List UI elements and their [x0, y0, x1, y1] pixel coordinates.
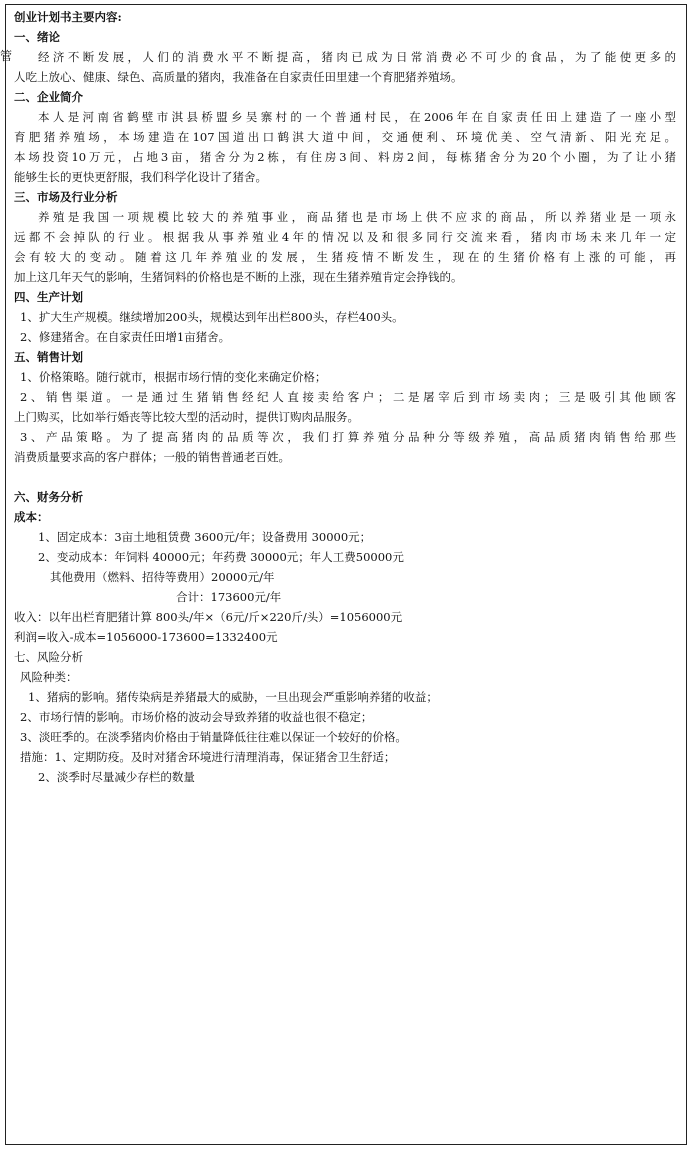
- paragraph-line: 消费质量要求高的客户群体；一般的销售普通老百姓。: [14, 450, 290, 464]
- paragraph-line: 本场投资10万元，占地3亩，猪舍分为2栋，有住房3间、料房2间，每栋猪舍分为20个小圈，为了让小猪: [14, 150, 676, 164]
- profit-line: 利润=收入-成本=1056000-173600=1332400元: [14, 630, 278, 644]
- section-heading-sales: 五、销售计划: [14, 350, 83, 364]
- list-item: 2、市场行情的影响。市场价格的波动会导致养猪的收益也很不稳定；: [20, 710, 373, 724]
- list-item: 1、价格策略。随行就市，根据市场行情的变化来确定价格；: [20, 370, 327, 384]
- section-heading-introduction: 一、绪论: [14, 30, 60, 44]
- list-item: 2、修建猪舍。在自家责任田增1亩猪舍。: [20, 330, 231, 344]
- risk-types-label: 风险种类：: [20, 670, 78, 684]
- list-item: 3、淡旺季的。在淡季猪肉价格由于销量降低往往难以保证一个较好的价格。: [20, 730, 407, 744]
- list-item: 3、产品策略。为了提高猪肉的品质等次，我们打算养殖分品种分等级养殖，高品质猪肉销售给那些: [20, 430, 676, 444]
- paragraph-line: 会有较大的变动。随着这几年养殖业的发展，生猪疫情不断发生，现在的生猪价格有上涨的可能，再: [14, 250, 676, 264]
- paragraph-line: 养殖是我国一项规模比较大的养殖事业，商品猪也是市场上供不应求的商品，所以养猪业是一项永: [38, 210, 676, 224]
- list-item: 2、销售渠道。一是通过生猪销售经纪人直接卖给客户；二是屠宰后到市场卖肉；三是吸引其他顾客: [20, 390, 676, 404]
- paragraph-line: 上门购买，比如举行婚丧等比较大型的活动时，提供订购肉品服务。: [14, 410, 359, 424]
- section-heading-company: 二、企业简介: [14, 90, 83, 104]
- measures-line: 措施：1、定期防疫。及时对猪舍环境进行清理消毒，保证猪舍卫生舒适；: [20, 750, 396, 764]
- section-heading-market: 三、市场及行业分析: [14, 190, 118, 204]
- paragraph-line: 其他费用（燃料、招待等费用）20000元/年: [50, 570, 275, 584]
- section-heading-finance: 六、财务分析: [14, 490, 83, 504]
- list-item: 1、固定成本：3亩土地租赁费 3600元/年；设备费用 30000元；: [38, 530, 372, 544]
- paragraph-line: 本人是河南省鹤壁市淇县桥盟乡吴寨村的一个普通村民，在2006年在自家责任田上建造了一座小型: [38, 110, 676, 124]
- section-heading-production: 四、生产计划: [14, 290, 83, 304]
- list-item: 1、扩大生产规模。继续增加200头，规模达到年出栏800头，存栏400头。: [20, 310, 404, 324]
- cost-label: 成本：: [14, 510, 49, 524]
- margin-text-fragment: 管: [0, 49, 13, 63]
- document-body: [14, 7, 676, 787]
- list-item: 2、变动成本：年饲料 40000元；年药费 30000元；年人工费50000元: [38, 550, 404, 564]
- income-line: 收入：以年出栏育肥猪计算 800头/年×（6元/斤×220斤/头）=1056000元: [14, 610, 403, 624]
- cost-total: 合计：173600元/年: [176, 590, 282, 604]
- list-item: 2、淡季时尽量减少存栏的数量: [38, 770, 195, 784]
- paragraph-line: 加上这几年天气的影响，生猪饲料的价格也是不断的上涨，现在生猪养殖肯定会挣钱的。: [14, 270, 463, 284]
- paragraph-line: 远都不会掉队的行业。根据我从事养殖业4年的情况以及和很多同行交流来看，猪肉市场未来几年一定: [14, 230, 676, 244]
- paragraph-line: 经济不断发展，人们的消费水平不断提高，猪肉已成为日常消费必不可少的食品，为了能使更多的: [38, 50, 676, 64]
- list-item: 1、猪病的影响。猪传染病是养猪最大的威胁，一旦出现会严重影响养猪的收益；: [28, 690, 438, 704]
- paragraph-line: 人吃上放心、健康、绿色、高质量的猪肉，我准备在自家责任田里建一个育肥猪养殖场。: [14, 70, 463, 84]
- document-title: 创业计划书主要内容:: [14, 10, 122, 24]
- blank-line: [14, 467, 676, 487]
- section-heading-risk: 七、风险分析: [14, 650, 83, 664]
- paragraph-line: 能够生长的更快更舒服，我们科学化设计了猪舍。: [14, 170, 267, 184]
- paragraph-line: 育肥猪养殖场，本场建造在107国道出口鹤淇大道中间，交通便利、环境优美、空气清新、阳光充足。: [14, 130, 676, 144]
